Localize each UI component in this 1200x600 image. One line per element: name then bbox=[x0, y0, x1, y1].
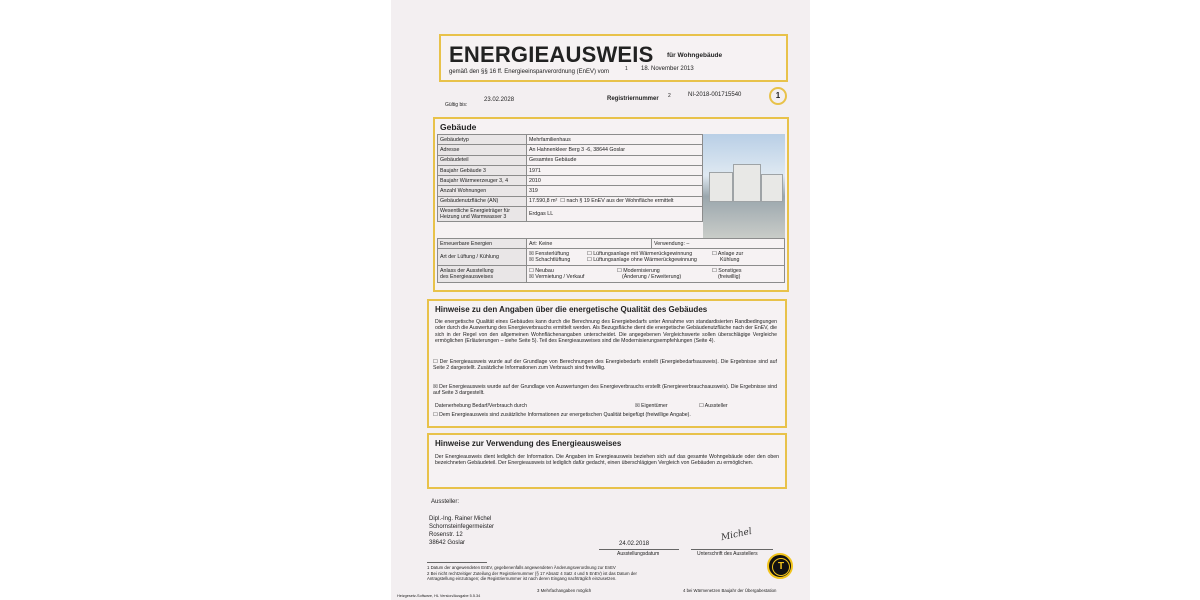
area-value: 17.590,8 m² bbox=[529, 198, 558, 205]
title-box bbox=[439, 34, 788, 82]
row-label: Baujahr Wärmeerzeuger 3, 4 bbox=[438, 176, 527, 186]
issuer-name: Dipl.-Ing. Rainer Michel bbox=[429, 516, 492, 522]
document-subtitle: für Wohngebäude bbox=[667, 52, 723, 59]
quality-notes-paragraph: Die energetische Qualität eines Gebäudes kann durch die Berechnung des Energiebedarfs unter Annahme von standardisierten Randbedingungen oder durch die Auswertung des Energieverbrauchs ermittelt werden. Als Bezugsfläche dient die energetische Gebäudenutzfläche nach der EnEV, die sich in der Regel von den allgemeinen Wohnflächenangaben unterscheidet. Die angegebenen Vergleichswerte sollen überschlägige Vergleiche ermöglichen (Erläuterungen – siehe Seite 5). Teil des Energieausweises sind die Modernisierungsempfehlungen (Seite 4). bbox=[435, 319, 777, 344]
table-row bbox=[438, 135, 703, 145]
reason-label bbox=[438, 266, 527, 283]
table-row bbox=[438, 176, 703, 186]
reason-modernization-option: ☐ Modernisierung bbox=[617, 268, 660, 274]
quality-notes-title: Hinweise zu den Angaben über die energetische Qualität des Gebäudes bbox=[435, 305, 708, 314]
vent-no-recovery-option: ☐ Lüftungsanlage ohne Wärmerückgewinnung bbox=[587, 257, 697, 263]
renewable-type: Art: Keine bbox=[527, 239, 652, 249]
reason-other-detail: (freiwillig) bbox=[718, 274, 741, 280]
regulation-date: 18. November 2013 bbox=[641, 66, 694, 72]
issuer-street: Rosenstr. 12 bbox=[429, 532, 463, 538]
table-row bbox=[438, 165, 703, 175]
consumption-certificate-option: ☒ Der Energieausweis wurde auf der Grundlage von Auswertungen des Energieverbrauchs erstellt (Energieverbrauchsausweis). Die Ergebnisse sind auf Seite 3 dargestellt. bbox=[433, 384, 777, 397]
energy-carrier-label-line2: Heizung und Warmwasser 3 bbox=[440, 214, 507, 221]
renewable-use: Verwendung: – bbox=[652, 239, 785, 249]
data-owner-option: ☒ Eigentümer bbox=[635, 403, 668, 409]
table-row bbox=[438, 266, 785, 283]
vent-shaft-option: ☒ Schachtlüftung bbox=[529, 257, 571, 263]
watermark-logo bbox=[767, 553, 793, 579]
row-value: An Hahnenkleer Berg 3 -6, 38644 Goslar bbox=[527, 145, 703, 155]
registration-number: NI-2018-001715540 bbox=[688, 92, 742, 98]
energy-carrier-value: Erdgas LL bbox=[527, 207, 703, 222]
area-option: ☐ nach § 19 EnEV aus der Wohnfläche ermittelt bbox=[560, 198, 674, 205]
table-row bbox=[438, 145, 703, 155]
footnote-4: 4 bei Wärmenetzen Baujahr der Übergabestation bbox=[683, 588, 777, 593]
watermark-logo-letter: T bbox=[772, 558, 790, 576]
vent-window-option: ☒ Fensterlüftung bbox=[529, 251, 570, 257]
renewable-label: Erneuerbare Energien bbox=[438, 239, 527, 249]
reason-other-option: ☐ Sonstiges bbox=[712, 268, 742, 274]
table-row bbox=[438, 249, 785, 266]
quality-notes-section bbox=[427, 299, 787, 428]
row-label: Anzahl Wohnungen bbox=[438, 186, 527, 196]
reason-rent-sale-option: ☒ Vermietung / Verkauf bbox=[529, 274, 585, 280]
registration-label: Registriernummer bbox=[607, 96, 659, 102]
data-issuer-option: ☐ Aussteller bbox=[699, 403, 728, 409]
area-cell bbox=[527, 196, 703, 206]
row-value: 1971 bbox=[527, 165, 703, 175]
issuer-label: Aussteller: bbox=[431, 499, 460, 505]
vent-heat-recovery-option: ☐ Lüftungsanlage mit Wärmerückgewinnung bbox=[587, 251, 693, 257]
building-table bbox=[437, 134, 703, 222]
vent-cooling-option: ☐ Anlage zur bbox=[712, 251, 744, 257]
issuer-title: Schornsteinfegermeister bbox=[429, 524, 495, 530]
row-value: 319 bbox=[527, 186, 703, 196]
additional-info-option: ☐ Dem Energieausweis sind zusätzliche Informationen zur energetischen Qualität beigefügt (freiwillige Angabe). bbox=[433, 412, 691, 418]
row-label: Adresse bbox=[438, 145, 527, 155]
ventilation-table bbox=[437, 248, 785, 283]
issuer-city: 38642 Goslar bbox=[429, 540, 466, 546]
data-collection-label: Datenerhebung Bedarf/Verbrauch durch bbox=[435, 403, 527, 409]
valid-until-value: 23.02.2028 bbox=[484, 97, 515, 103]
regulation-footnote-mark: 1 bbox=[625, 66, 628, 72]
registration-footnote-mark: 2 bbox=[668, 93, 671, 99]
page-number: 1 bbox=[769, 87, 787, 105]
signature-label: Unterschrift des Ausstellers bbox=[697, 551, 758, 557]
row-label: Baujahr Gebäude 3 bbox=[438, 165, 527, 175]
reason-modernization-detail: (Änderung / Erweiterung) bbox=[622, 274, 682, 280]
issue-date-line bbox=[599, 549, 679, 550]
document-page bbox=[391, 0, 810, 600]
signature-line bbox=[691, 549, 773, 550]
vent-cooling-option-line2: Kühlung bbox=[720, 257, 740, 263]
footnote-divider bbox=[427, 562, 487, 563]
table-row bbox=[438, 186, 703, 196]
table-row bbox=[438, 207, 703, 222]
row-value: Mehrfamilienhaus bbox=[527, 135, 703, 145]
photo-building-left bbox=[709, 172, 733, 202]
footnote-2: 2 Bei nicht rechtzeitiger Zuteilung der Registriernummer (§ 17 Absatz 4 Satz 4 und 5 EnEV) ist das Datum der Antragstellung einzutragen; die Registriernummer ist nach deren Eingang nachträglich einzusetzen. bbox=[427, 571, 637, 581]
issue-date-label: Ausstellungsdatum bbox=[617, 551, 660, 557]
ventilation-label: Art der Lüftung / Kühlung bbox=[438, 249, 527, 266]
table-row bbox=[438, 155, 703, 165]
reason-label-line2: des Energieausweises bbox=[440, 274, 493, 280]
photo-building-right bbox=[761, 174, 783, 202]
ventilation-options bbox=[527, 249, 785, 266]
valid-until-label: Gültig bis: bbox=[445, 102, 468, 108]
table-row bbox=[438, 196, 703, 206]
publisher-note: Heizgesetz-Software, HL Version/Ausgabe 5.5.34 bbox=[397, 594, 481, 598]
building-photo bbox=[703, 134, 785, 238]
row-value: Gesamtes Gebäude bbox=[527, 155, 703, 165]
row-value: 2010 bbox=[527, 176, 703, 186]
footnote-1: 1 Datum der angewendeten EnEV, gegebenenfalls angewendeten Änderungsverordnung zur EnEV bbox=[427, 565, 616, 570]
energy-carrier-label-line1: Wesentliche Energieträger für bbox=[440, 208, 510, 215]
issue-date: 24.02.2018 bbox=[619, 541, 650, 547]
building-section-title: Gebäude bbox=[440, 122, 477, 132]
issuer-signature: Michel bbox=[720, 526, 753, 544]
demand-certificate-option: ☐ Der Energieausweis wurde auf der Grundlage von Berechnungen des Energiebedarfs erstellt (Energiebedarfsausweis). Die Ergebnisse sind auf Seite 2 dargestellt. Zusätzliche Informationen zum Verbrauch sind freiwillig. bbox=[433, 359, 777, 372]
reason-label-line1: Anlass der Ausstellung bbox=[440, 268, 494, 274]
row-label: Gebäudetyp bbox=[438, 135, 527, 145]
photo-building-center bbox=[733, 164, 761, 202]
footnote-3: 3 Mehrfachangaben möglich bbox=[537, 588, 592, 593]
usage-notes-paragraph: Der Energieausweis dient lediglich der Information. Die Angaben im Energieausweis beziehen sich auf das gesamte Wohngebäude oder den oben bezeichneten Gebäudeteil. Der Energieausweis ist lediglich dafür gedacht, einen überschlägigen Vergleich von Gebäuden zu ermöglichen. bbox=[435, 454, 779, 467]
row-label: Gebäudeteil bbox=[438, 155, 527, 165]
reason-options bbox=[527, 266, 785, 283]
usage-notes-title: Hinweise zur Verwendung des Energieausweises bbox=[435, 439, 622, 448]
energy-carrier-label bbox=[438, 207, 527, 222]
document-title: ENERGIEAUSWEIS bbox=[449, 42, 654, 67]
usage-notes-section bbox=[427, 433, 787, 489]
reason-new-option: ☐ Neubau bbox=[529, 268, 554, 274]
regulation-text: gemäß den §§ 16 ff. Energieeinsparverordnung (EnEV) vom bbox=[449, 69, 609, 75]
area-label: Gebäudenutzfläche (AN) bbox=[438, 196, 527, 206]
